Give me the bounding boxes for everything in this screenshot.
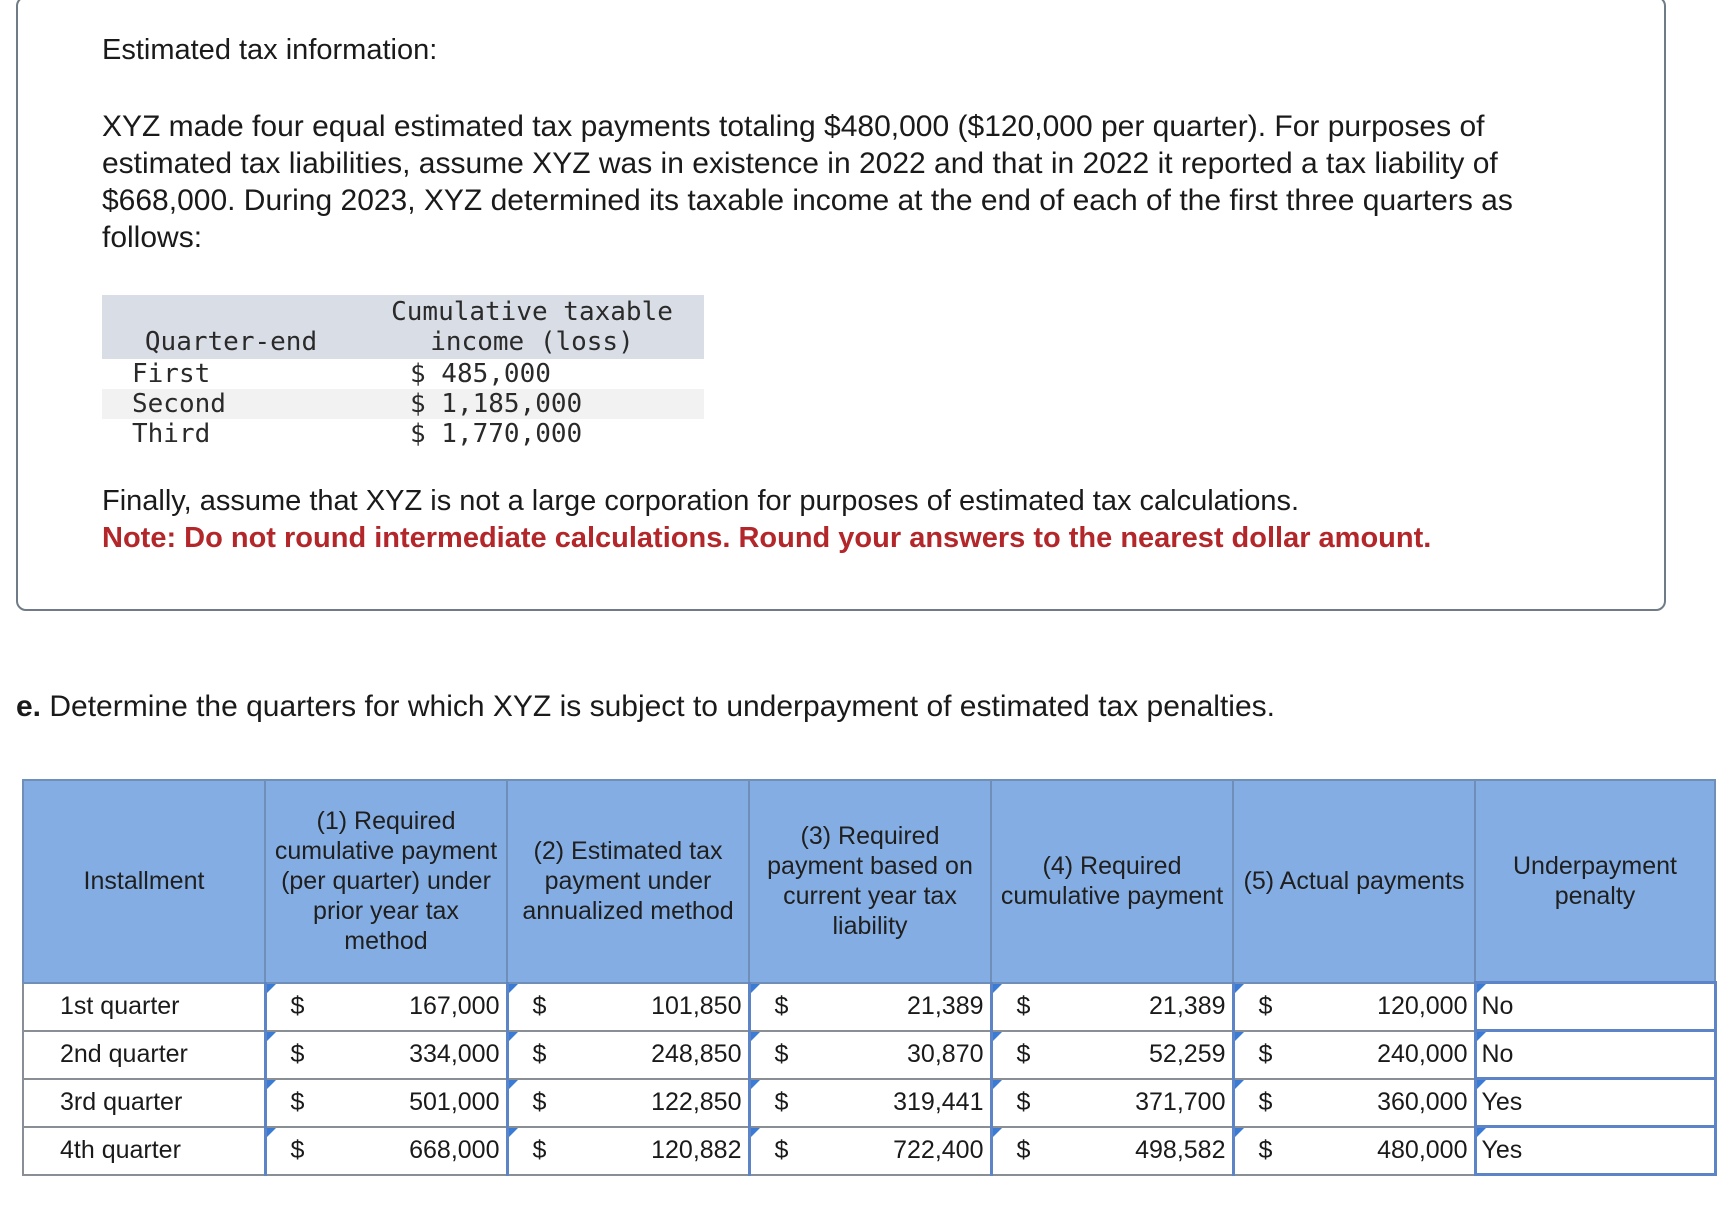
income-value: $ 1,770,000 bbox=[410, 419, 583, 449]
currency-symbol: $ bbox=[290, 1135, 305, 1164]
cell-value: 21,389 bbox=[1149, 991, 1226, 1020]
required-cumulative-input[interactable] bbox=[991, 983, 1233, 1031]
header-quarter-end: Quarter-end bbox=[144, 327, 318, 357]
cell-value: 122,850 bbox=[651, 1087, 742, 1116]
cell-value: 167,000 bbox=[409, 991, 500, 1020]
answer-table-header bbox=[23, 780, 1715, 983]
current-year-input[interactable] bbox=[749, 983, 991, 1031]
income-value: $ 485,000 bbox=[410, 359, 551, 389]
currency-symbol: $ bbox=[290, 991, 305, 1020]
header-actual-payments: (5) Actual payments bbox=[1233, 780, 1475, 983]
cell-value: 360,000 bbox=[1377, 1087, 1468, 1116]
penalty-select[interactable] bbox=[1475, 983, 1715, 1031]
penalty-value: Yes bbox=[1481, 1088, 1523, 1116]
header-income-line2: income (loss) bbox=[430, 327, 634, 357]
annualized-input[interactable] bbox=[507, 1127, 749, 1175]
currency-symbol: $ bbox=[1016, 991, 1031, 1020]
annualized-input[interactable] bbox=[507, 983, 749, 1031]
income-row bbox=[102, 389, 704, 419]
cell-value: 480,000 bbox=[1377, 1135, 1468, 1164]
info-title: Estimated tax information: bbox=[102, 34, 438, 66]
actual-payments-input[interactable] bbox=[1233, 1127, 1475, 1175]
currency-symbol: $ bbox=[774, 1087, 789, 1116]
required-cumulative-input[interactable] bbox=[991, 1031, 1233, 1079]
penalty-select[interactable] bbox=[1475, 1079, 1715, 1127]
cell-value: 722,400 bbox=[893, 1135, 984, 1164]
currency-symbol: $ bbox=[532, 1135, 547, 1164]
cell-value: 498,582 bbox=[1135, 1135, 1226, 1164]
annualized-input[interactable] bbox=[507, 1079, 749, 1127]
cell-value: 30,870 bbox=[907, 1039, 984, 1068]
prior-year-input[interactable] bbox=[265, 1127, 507, 1175]
installment-label: 2nd quarter bbox=[23, 1031, 265, 1079]
currency-symbol: $ bbox=[1258, 1135, 1273, 1164]
cell-value: 240,000 bbox=[1377, 1039, 1468, 1068]
income-table-header bbox=[102, 295, 704, 359]
income-row bbox=[102, 359, 704, 389]
installment-label: 3rd quarter bbox=[23, 1079, 265, 1127]
penalty-select[interactable] bbox=[1475, 1031, 1715, 1079]
currency-symbol: $ bbox=[290, 1087, 305, 1116]
current-year-input[interactable] bbox=[749, 1127, 991, 1175]
question-letter: e. bbox=[16, 690, 42, 723]
cell-value: 101,850 bbox=[651, 991, 742, 1020]
current-year-input[interactable] bbox=[749, 1031, 991, 1079]
table-row bbox=[23, 1127, 1715, 1175]
income-table bbox=[102, 295, 704, 449]
cell-value: 120,000 bbox=[1377, 991, 1468, 1020]
answer-table bbox=[22, 779, 1717, 1176]
currency-symbol: $ bbox=[532, 1087, 547, 1116]
installment-label: 4th quarter bbox=[23, 1127, 265, 1175]
cell-value: 319,441 bbox=[893, 1087, 984, 1116]
cell-value: 120,882 bbox=[651, 1135, 742, 1164]
question-text: Determine the quarters for which XYZ is subject to underpayment of estimated tax penalties. bbox=[41, 690, 1275, 723]
currency-symbol: $ bbox=[774, 1039, 789, 1068]
cell-value: 52,259 bbox=[1149, 1039, 1226, 1068]
required-cumulative-input[interactable] bbox=[991, 1127, 1233, 1175]
currency-symbol: $ bbox=[1016, 1087, 1031, 1116]
currency-symbol: $ bbox=[1016, 1135, 1031, 1164]
header-annualized-method: (2) Estimated tax payment under annualized method bbox=[507, 780, 749, 983]
annualized-input[interactable] bbox=[507, 1031, 749, 1079]
actual-payments-input[interactable] bbox=[1233, 1079, 1475, 1127]
table-row bbox=[23, 983, 1715, 1031]
header-installment: Installment bbox=[23, 780, 265, 983]
info-paragraph: XYZ made four equal estimated tax payments totaling $480,000 ($120,000 per quarter). For purposes of estimated tax liabilities, assume XYZ was in existence in 2022 and that in 2022 it reported a tax liability of $668,000. During 2023, XYZ determined its taxable income at the end of each of the first three quarters as follows: bbox=[102, 110, 1513, 254]
currency-symbol: $ bbox=[1258, 1087, 1273, 1116]
income-quarter: Second bbox=[132, 389, 226, 419]
penalty-value: Yes bbox=[1481, 1136, 1523, 1164]
header-income-line1: Cumulative taxable bbox=[391, 297, 673, 327]
installment-label: 1st quarter bbox=[23, 983, 265, 1031]
header-current-year-liability: (3) Required payment based on current year tax liability bbox=[749, 780, 991, 983]
currency-symbol: $ bbox=[1258, 991, 1273, 1020]
income-quarter: Third bbox=[132, 419, 211, 449]
currency-symbol: $ bbox=[1258, 1039, 1273, 1068]
current-year-input[interactable] bbox=[749, 1079, 991, 1127]
header-prior-year-method: (1) Required cumulative payment (per quarter) under prior year tax method bbox=[265, 780, 507, 983]
assumption-text: Finally, assume that XYZ is not a large corporation for purposes of estimated tax calculations. bbox=[102, 485, 1300, 517]
question-prompt bbox=[16, 690, 1275, 724]
income-quarter: First bbox=[132, 359, 211, 389]
header-underpayment-penalty: Underpayment penalty bbox=[1475, 780, 1715, 983]
penalty-value: No bbox=[1481, 1040, 1514, 1068]
income-row bbox=[102, 419, 704, 449]
table-row bbox=[23, 1079, 1715, 1127]
currency-symbol: $ bbox=[532, 991, 547, 1020]
prior-year-input[interactable] bbox=[265, 1031, 507, 1079]
cell-value: 21,389 bbox=[907, 991, 984, 1020]
prior-year-input[interactable] bbox=[265, 1079, 507, 1127]
penalty-select[interactable] bbox=[1475, 1127, 1715, 1175]
required-cumulative-input[interactable] bbox=[991, 1079, 1233, 1127]
penalty-value: No bbox=[1481, 992, 1514, 1020]
table-row bbox=[23, 1031, 1715, 1079]
prior-year-input[interactable] bbox=[265, 983, 507, 1031]
cell-value: 371,700 bbox=[1135, 1087, 1226, 1116]
header-required-cumulative: (4) Required cumulative payment bbox=[991, 780, 1233, 983]
currency-symbol: $ bbox=[290, 1039, 305, 1068]
cell-value: 501,000 bbox=[409, 1087, 500, 1116]
income-value: $ 1,185,000 bbox=[410, 389, 583, 419]
currency-symbol: $ bbox=[774, 1135, 789, 1164]
cell-value: 668,000 bbox=[409, 1135, 500, 1164]
rounding-note: Note: Do not round intermediate calculations. Round your answers to the nearest dollar amount. bbox=[102, 522, 1432, 554]
cell-value: 334,000 bbox=[409, 1039, 500, 1068]
header-cumulative-income bbox=[360, 295, 704, 359]
currency-symbol: $ bbox=[774, 991, 789, 1020]
actual-payments-input[interactable] bbox=[1233, 1031, 1475, 1079]
currency-symbol: $ bbox=[532, 1039, 547, 1068]
actual-payments-input[interactable] bbox=[1233, 983, 1475, 1031]
cell-value: 248,850 bbox=[651, 1039, 742, 1068]
currency-symbol: $ bbox=[1016, 1039, 1031, 1068]
